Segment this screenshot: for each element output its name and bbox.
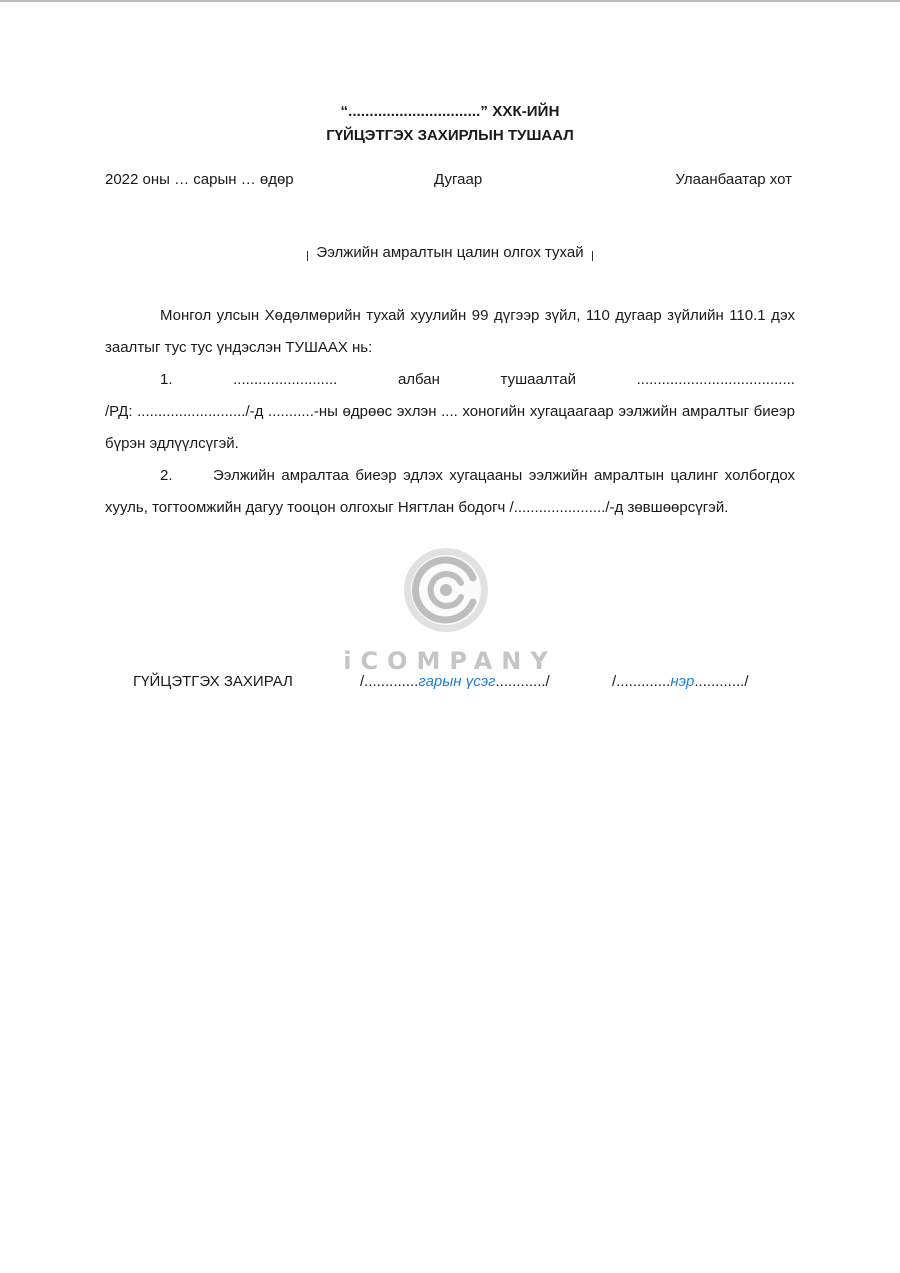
order-date: 2022 оны … сарын … өдөр	[105, 171, 294, 188]
order-meta-row	[105, 171, 795, 191]
name-hint: нэр	[670, 673, 695, 690]
item-2-text: Ээлжийн амралтаа биеэр эдлэх хугацааны ээлжийн амралтын цалинг холбогдох хууль, тогтоомжийн дагуу тооцон олгохыг Нягтлан бодогч /....................../-д зөвшөөрсүгэй.	[105, 467, 795, 516]
page-top-border	[0, 0, 900, 2]
item-1-word-tushaaltai: тушаалтай	[500, 371, 576, 388]
item-1-word-alban: албан	[397, 371, 440, 388]
item-1-first-line	[105, 364, 795, 396]
name-line-left: /.............	[612, 673, 671, 690]
item-1-continuation: /РД: ........................../-д ...........-ны өдрөөс эхлэн .... хоногийн хугацаагаар ээлжийн амралтыг биеэр бүрэн эдлүүлсүгэй.	[105, 403, 795, 452]
signature-row	[133, 673, 793, 695]
order-title: ГҮЙЦЭТГЭХ ЗАХИРЛЫН ТУШААЛ	[326, 127, 574, 144]
name-line-right: ............/	[694, 673, 749, 690]
signature-line-left: /.............	[360, 673, 419, 690]
item-1-position-blank: ......................................	[636, 371, 795, 388]
name-line	[612, 673, 749, 690]
item-1-name-blank: .........................	[233, 371, 338, 388]
intro-paragraph: Монгол улсын Хөдөлмөрийн тухай хуулийн 99 дүгээр зүйл, 110 дугаар зүйлийн 110.1 дэх заалтыг тус тус үндэслэн ТУШААХ нь:	[105, 307, 795, 356]
watermark-logo-icon	[335, 545, 565, 645]
item-2-number: 2.	[160, 467, 173, 484]
signature-line-right: ............/	[495, 673, 550, 690]
subject-left-mark	[307, 251, 308, 261]
signature-hint: гарын үсэг	[418, 673, 496, 690]
signature-title: ГҮЙЦЭТГЭХ ЗАХИРАЛ	[133, 673, 293, 690]
signature-line	[360, 673, 550, 690]
item-2-paragraph	[105, 460, 795, 524]
subject-right-mark	[592, 251, 593, 261]
subject-text: Ээлжийн амралтын цалин олгох тухай	[316, 244, 584, 261]
watermark	[335, 545, 565, 675]
watermark-text: iCOMPANY	[343, 647, 557, 675]
order-subject	[105, 244, 795, 261]
order-number-label: Дугаар	[434, 171, 483, 188]
order-city: Улаанбаатар хот	[675, 171, 792, 188]
order-body	[105, 300, 795, 524]
company-name-line: “...............................” ХХК-ИЙН	[340, 103, 560, 120]
item-1-number: 1.	[160, 371, 173, 388]
